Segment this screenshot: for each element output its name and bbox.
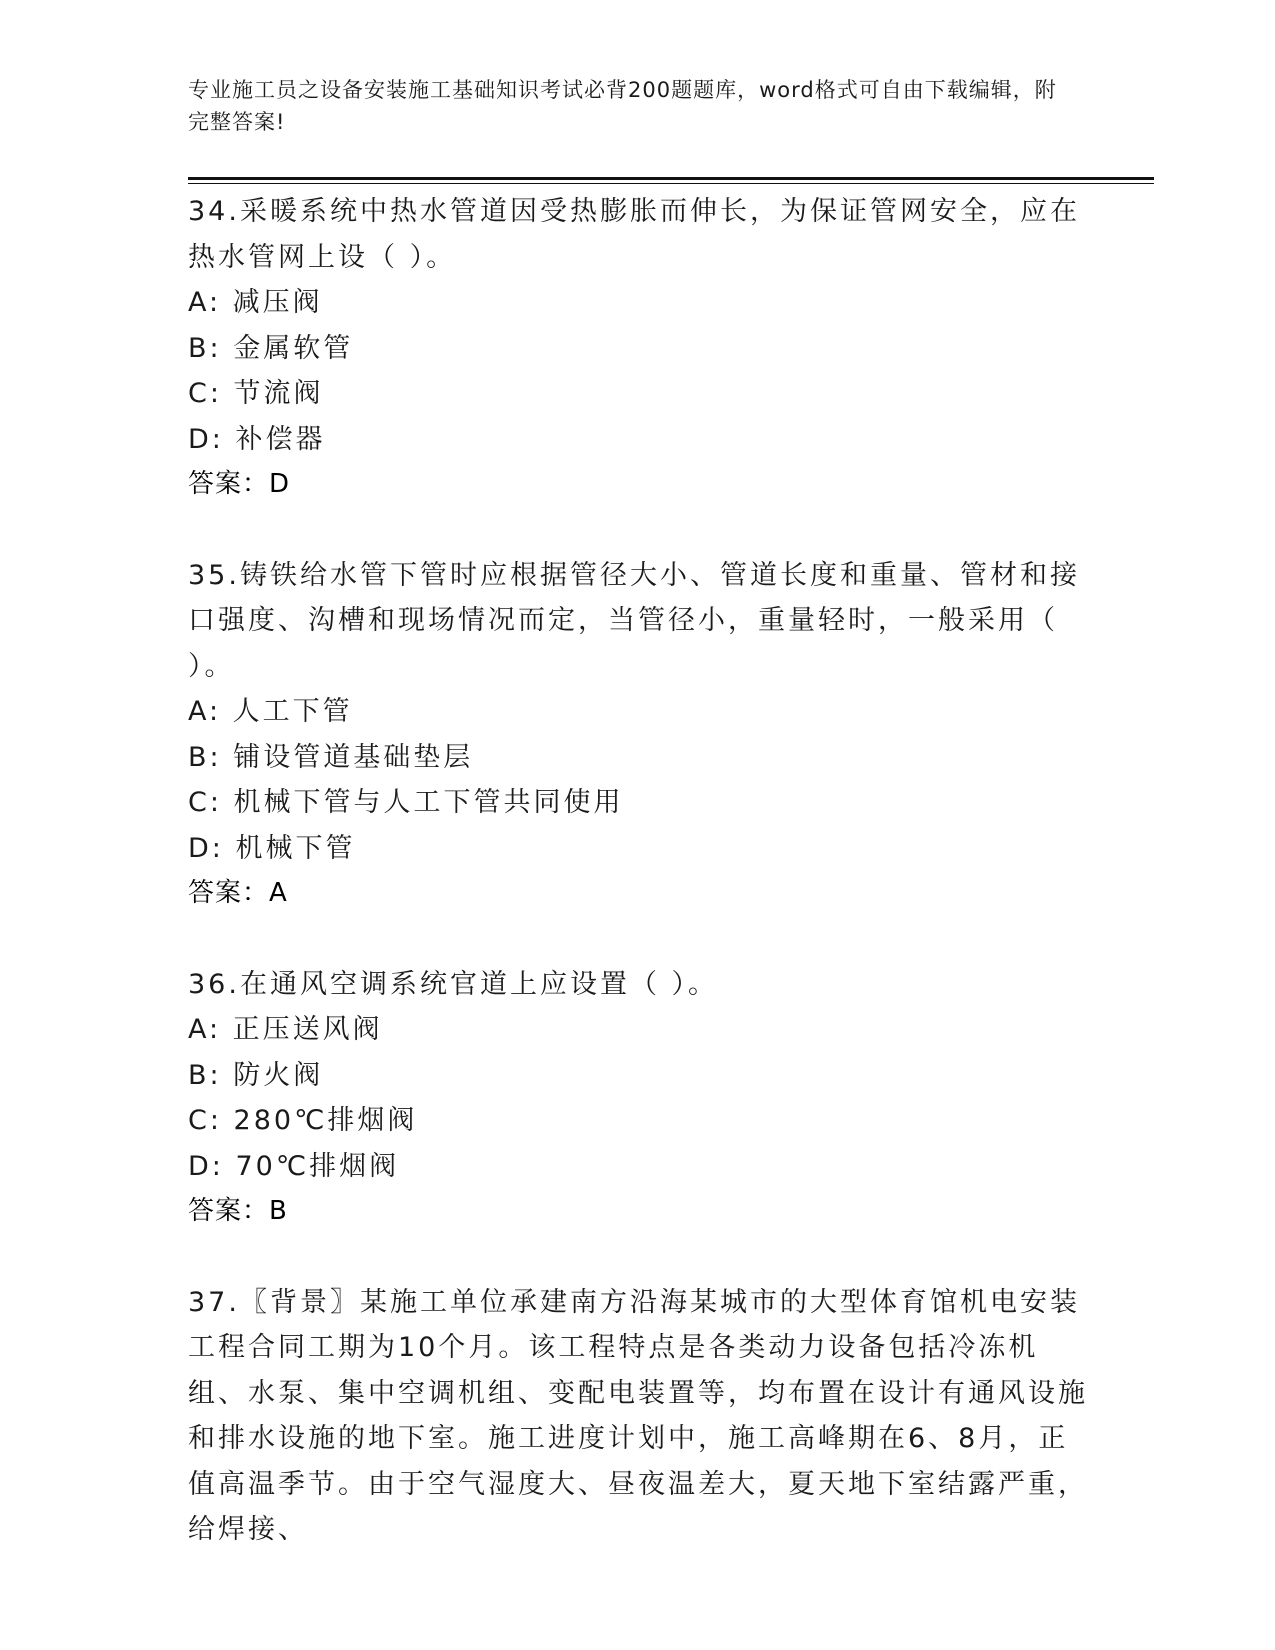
question-37 [188,1280,1088,1553]
question-list [188,189,1088,1553]
question-spacer [188,1235,1088,1280]
header-divider-thin [188,183,1154,184]
option-c: C: 机械下管与人工下管共同使用 [188,787,624,818]
question-spacer [188,508,1088,553]
question-spacer [188,917,1088,962]
question-stem: 37.〖背景〗某施工单位承建南方沿海某城市的大型体育馆机电安装工程合同工期为10个月。该工程特点是各类动力设备包括冷冻机组、水泵、集中空调机组、变配电装置等，均布置在设计有通风设施和排水设施的地下室。施工进度计划中，施工高峰期在6、8月，正值高温季节。由于空气湿度大、昼夜温差大，夏天地下室结露严重，给焊接、 [188,1286,1088,1545]
answer-line: 答案：A [188,878,288,908]
question-stem: 35.铸铁给水管下管时应根据管径大小、管道长度和重量、管材和接口强度、沟槽和现场情况而定，当管径小，重量轻时，一般采用（ ）。 [188,559,1080,682]
option-c: C: 节流阀 [188,378,324,409]
option-b: B: 铺设管道基础垫层 [188,741,474,773]
header-divider-thick [188,177,1154,180]
answer-line: 答案：D [188,469,291,499]
option-d: D: 70℃排烟阀 [188,1150,400,1182]
option-d: D: 补偿器 [188,423,326,455]
option-b: B: 防火阀 [188,1059,324,1091]
question-34 [188,189,1088,508]
option-a: A: 减压阀 [188,287,323,318]
option-c: C: 280℃排烟阀 [188,1105,418,1136]
question-stem: 34.采暖系统中热水管道因受热膨胀而伸长，为保证管网安全，应在热水管网上设（ ）。 [188,196,1080,273]
option-b: B: 金属软管 [188,332,354,364]
question-36 [188,962,1088,1235]
option-a: A: 人工下管 [188,696,353,727]
document-header-note: 专业施工员之设备安装施工基础知识考试必背200题题库，word格式可自由下载编辑，附完整答案! [188,78,1057,134]
question-35 [188,553,1088,917]
answer-line: 答案：B [188,1196,288,1226]
option-a: A: 正压送风阀 [188,1014,383,1045]
question-stem: 36.在通风空调系统官道上应设置（ ）。 [188,968,719,1000]
option-d: D: 机械下管 [188,832,356,864]
